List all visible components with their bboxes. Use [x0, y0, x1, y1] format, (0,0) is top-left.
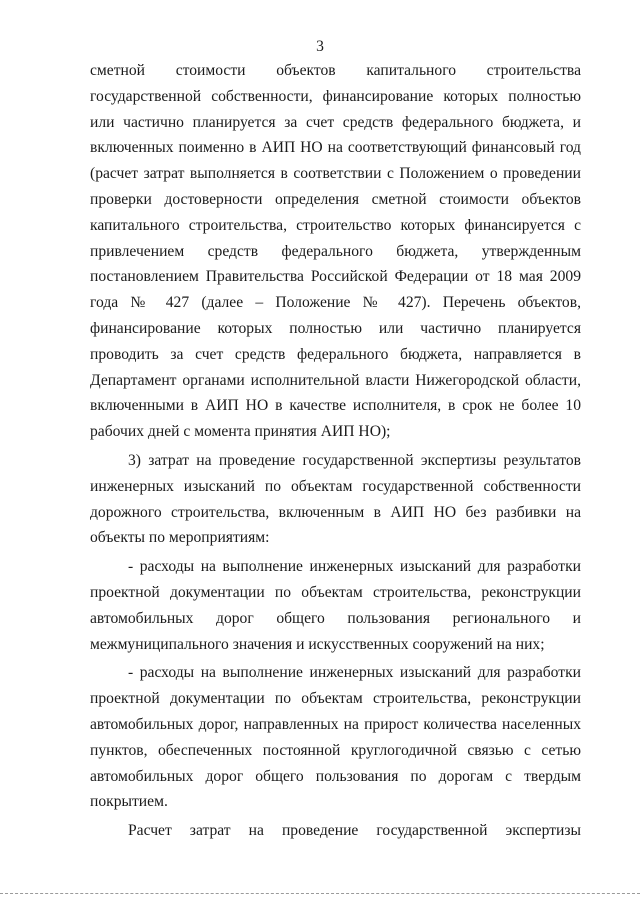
- page-number: 3: [316, 38, 324, 55]
- paragraph-item-3: 3) затрат на проведение государственной экспертизы результатов инженерных изысканий по объектам государственной собственности дорожного строительства, включенным в АИП НО без разбивки на объекты по мероприятиям:: [90, 451, 581, 547]
- paragraph-continuation: сметной стоимости объектов капитального строительства государственной собственности, финансирование которых полностью или частично планируется за счет средств федерального бюджета, и включенных поименно в АИП НО на соответствующий финансовый год (расчет затрат выполняется в соответствии с Положением о проведении проверки достоверности определения сметной стоимости объектов капитального строительства, строительство которых финансируется с привлечением средств федерального бюджета, утвержденным постановлением Правительства Российской Федерации от 18 мая 2009 года № 427 (далее – Положение № 427). Перечень объектов, финансирование которых полностью или частично планируется проводить за счет средств федерального бюджета, направляется в Департамент органами исполнительной власти Нижегородской области, включенными в АИП НО в качестве исполнителя, в срок не более 10 рабочих дней с момента принятия АИП НО);: [90, 62, 581, 441]
- scan-edge-line: [0, 893, 640, 894]
- document-body: [90, 58, 581, 844]
- paragraph-bullet-2: - расходы на выполнение инженерных изысканий для разработки проектной документации по объектам строительства, реконструкции автомобильных дорог, направленных на прирост количества населенных пунктов, обеспеченных постоянной круглогодичной связью с сетью автомобильных дорог общего пользования по дорогам с твердым покрытием.: [90, 664, 581, 811]
- paragraph-bullet-1: - расходы на выполнение инженерных изысканий для разработки проектной документации по объектам строительства, реконструкции автомобильных дорог общего пользования регионального и межмуниципального значения и искусственных сооружений на них;: [90, 558, 581, 653]
- paragraph-calculation: Расчет затрат на проведение государственной экспертизы: [128, 822, 581, 840]
